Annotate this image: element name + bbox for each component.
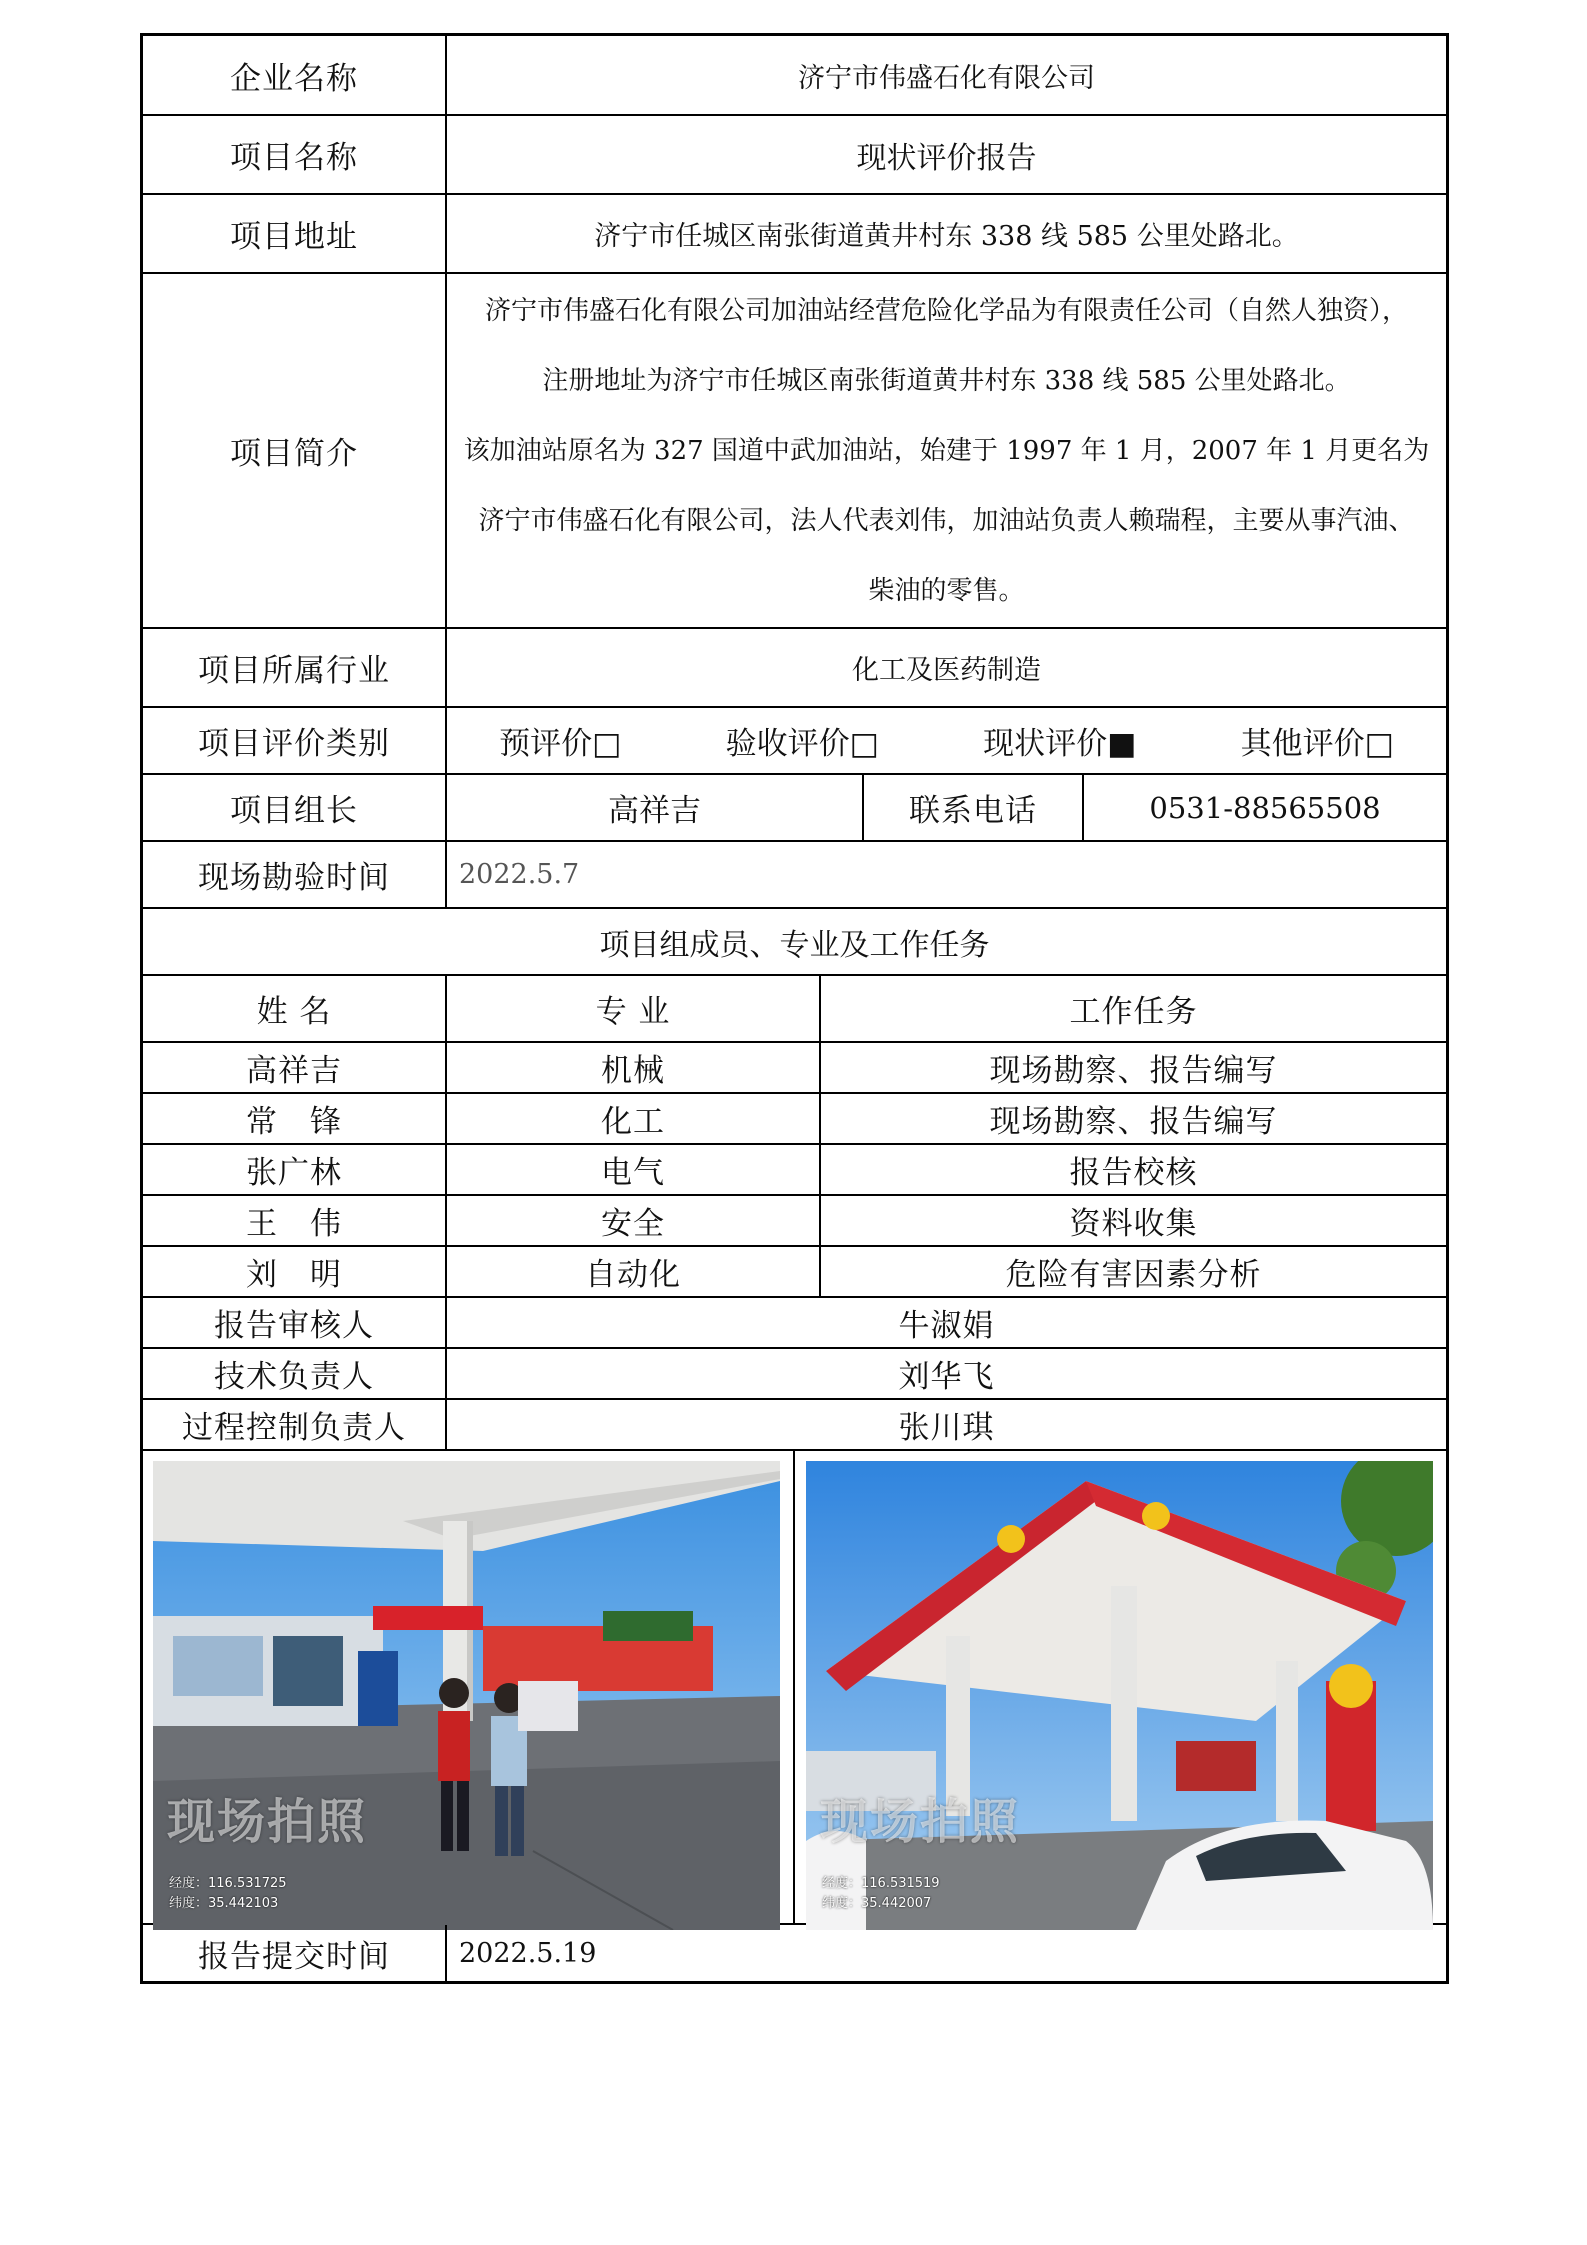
option-pre-evaluation: 预评价□	[499, 726, 622, 762]
member-task: 危险有害因素分析	[819, 1247, 1446, 1296]
survey-time-value: 2022.5.7	[445, 842, 1446, 907]
leader-value: 高祥吉	[445, 775, 862, 840]
submit-time-value: 2022.5.19	[445, 1925, 1446, 1981]
member-name: 刘 明	[246, 1257, 342, 1293]
intro-line: 济宁市伟盛石化有限公司加油站经营危险化学品为有限责任公司（自然人独资），	[484, 295, 1408, 326]
category-label: 项目评价类别	[198, 726, 390, 762]
intro-text	[445, 274, 1446, 627]
intro-line: 该加油站原名为 327 国道中武加油站，始建于 1997 年 1 月，2007 年 1 月更名为	[463, 435, 1430, 466]
table-row	[143, 1145, 1446, 1196]
company-value: 济宁市伟盛石化有限公司	[445, 36, 1446, 114]
process-lead-value: 张川琪	[445, 1400, 1446, 1449]
intro-line: 注册地址为济宁市任城区南张街道黄井村东 338 线 585 公里处路北。	[542, 365, 1351, 396]
intro-line: 济宁市伟盛石化有限公司，法人代表刘伟，加油站负责人赖瑞程，主要从事汽油、	[478, 505, 1415, 536]
member-name: 张广林	[246, 1155, 342, 1191]
header-major: 专 业	[445, 976, 819, 1041]
members-title: 项目组成员、专业及工作任务	[599, 927, 990, 963]
photo-watermark: 现场拍照	[167, 1794, 368, 1850]
table-row	[143, 1094, 1446, 1145]
company-label: 企业名称	[230, 60, 358, 97]
member-name: 高祥吉	[246, 1053, 342, 1089]
photo-latitude: 纬度：35.442007	[822, 1896, 932, 1911]
member-task: 现场勘察、报告编写	[819, 1043, 1446, 1092]
photo-watermark: 现场拍照	[820, 1794, 1021, 1850]
row-leader	[143, 775, 1446, 842]
option-status-evaluation: 现状评价■	[983, 726, 1137, 762]
row-project-name	[143, 116, 1446, 195]
photo-latitude: 纬度：35.442103	[169, 1896, 279, 1911]
industry-label: 项目所属行业	[198, 653, 390, 689]
photo-longitude: 经度：116.531519	[822, 1876, 940, 1891]
table-row	[143, 1043, 1446, 1094]
member-major: 安全	[445, 1196, 819, 1245]
row-reviewer	[143, 1298, 1446, 1349]
member-task: 现场勘察、报告编写	[819, 1094, 1446, 1143]
header-name: 姓 名	[256, 994, 332, 1030]
intro-label: 项目简介	[230, 436, 358, 472]
phone-value: 0531-88565508	[1082, 775, 1446, 840]
category-options	[445, 708, 1446, 773]
row-intro	[143, 274, 1446, 629]
member-major: 电气	[445, 1145, 819, 1194]
submit-time-label: 报告提交时间	[198, 1938, 390, 1975]
row-members-title	[143, 909, 1446, 976]
tech-lead-value: 刘华飞	[445, 1349, 1446, 1398]
reviewer-value: 牛淑娟	[445, 1298, 1446, 1347]
row-category	[143, 708, 1446, 775]
row-survey-time	[143, 842, 1446, 909]
site-photo-1	[153, 1461, 780, 1930]
evaluation-form	[140, 33, 1449, 1984]
member-task: 报告校核	[819, 1145, 1446, 1194]
address-value: 济宁市任城区南张街道黄井村东 338 线 585 公里处路北。	[445, 195, 1446, 272]
row-tech-lead	[143, 1349, 1446, 1400]
process-lead-label: 过程控制负责人	[182, 1410, 406, 1446]
member-major: 自动化	[445, 1247, 819, 1296]
tech-lead-label: 技术负责人	[214, 1359, 374, 1395]
header-task: 工作任务	[819, 976, 1446, 1041]
row-industry	[143, 629, 1446, 708]
site-photo-2	[806, 1461, 1433, 1930]
table-row	[143, 1196, 1446, 1247]
project-name-label: 项目名称	[230, 140, 358, 176]
option-other-evaluation: 其他评价□	[1240, 726, 1394, 762]
member-major: 化工	[445, 1094, 819, 1143]
row-submit-time	[143, 1925, 1446, 1981]
members-header	[143, 976, 1446, 1043]
leader-label: 项目组长	[230, 793, 358, 829]
row-address	[143, 195, 1446, 274]
project-name-value: 现状评价报告	[445, 116, 1446, 193]
industry-value: 化工及医药制造	[445, 629, 1446, 706]
photo-longitude: 经度：116.531725	[169, 1876, 287, 1891]
row-photos	[143, 1451, 1446, 1925]
option-acceptance-evaluation: 验收评价□	[725, 726, 879, 762]
reviewer-label: 报告审核人	[214, 1308, 374, 1344]
survey-time-label: 现场勘验时间	[198, 860, 390, 896]
member-task: 资料收集	[819, 1196, 1446, 1245]
member-major: 机械	[445, 1043, 819, 1092]
address-label: 项目地址	[230, 219, 358, 255]
phone-label: 联系电话	[862, 775, 1082, 840]
member-name: 王 伟	[246, 1206, 342, 1242]
row-process-lead	[143, 1400, 1446, 1451]
photo-divider	[793, 1451, 795, 1923]
member-name: 常 锋	[246, 1104, 342, 1140]
intro-line: 柴油的零售。	[868, 575, 1025, 606]
row-company	[143, 36, 1446, 116]
table-row	[143, 1247, 1446, 1298]
